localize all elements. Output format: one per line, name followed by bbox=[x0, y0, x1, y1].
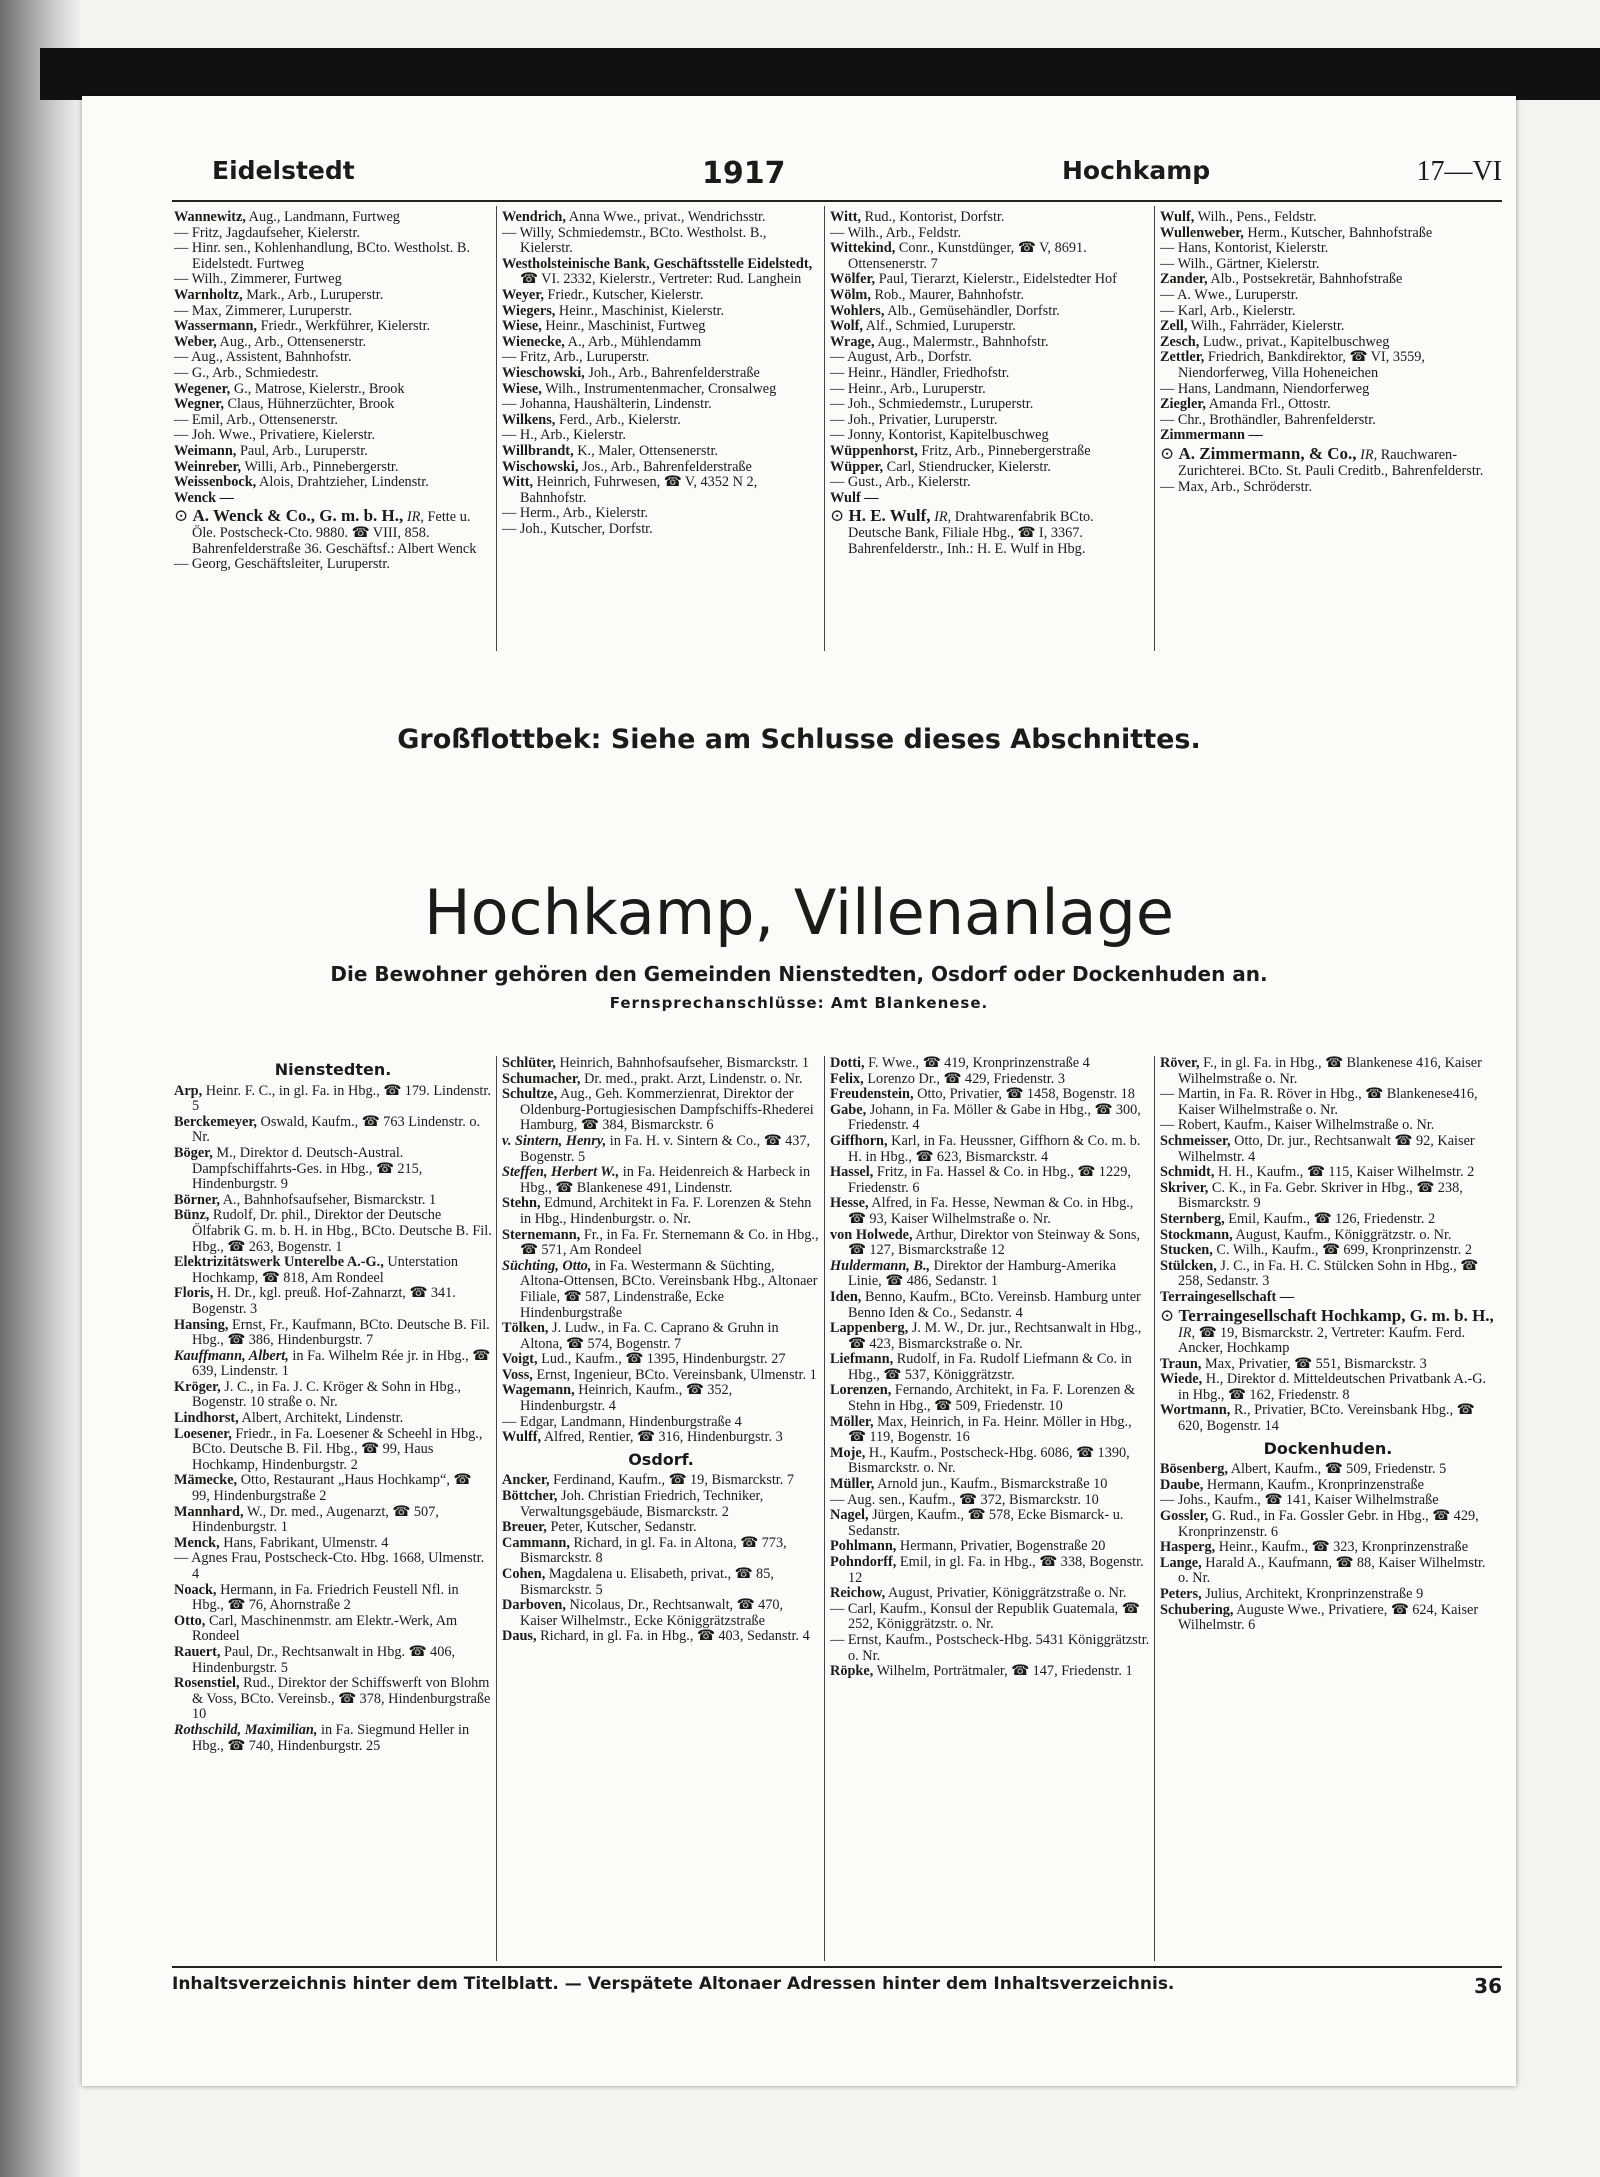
directory-page bbox=[82, 96, 1516, 2086]
directory-entry: Reichow, August, Privatier, Königgrätzstraße o. Nr. bbox=[830, 1585, 1127, 1602]
directory-entry: Wiegers, Heinr., Maschinist, Kielerstr. bbox=[502, 302, 725, 319]
directory-entry: Schumacher, Dr. med., prakt. Arzt, Lindenstr. o. Nr. bbox=[502, 1070, 803, 1087]
directory-entry: Daus, Richard, in gl. Fa. in Hbg., ☎ 403, Sedanstr. 4 bbox=[502, 1628, 810, 1645]
directory-entry: — Joh. Wwe., Privatiere, Kielerstr. bbox=[174, 427, 376, 444]
directory-entry: Lorenzen, Fernando, Architekt, in Fa. F. Lorenzen & Stehn in Hbg., ☎ 509, Friedenstr. 10 bbox=[830, 1382, 1136, 1415]
scan-top-band bbox=[40, 48, 1600, 100]
directory-entry: Breuer, Peter, Kutscher, Sedanstr. bbox=[502, 1519, 697, 1536]
directory-entry: Böger, M., Direktor d. Deutsch-Austral. Dampfschiffahrts-Ges. in Hbg., ☎ 215, Hindenburgstr. 9 bbox=[174, 1144, 423, 1193]
directory-entry: Lappenberg, J. M. W., Dr. jur., Rechtsanwalt in Hbg., ☎ 423, Bismarckstraße o. Nr. bbox=[830, 1320, 1142, 1352]
directory-entry: — Willy, Schmiedemstr., BCto. Westholst. B., Kielerstr. bbox=[502, 224, 767, 257]
directory-entry: Wieschowski, Joh., Arb., Bahrenfelderstraße bbox=[502, 364, 760, 381]
directory-entry: Steffen, Herbert W., in Fa. Heidenreich & Harbeck in Hbg., ☎ Blankenese 491, Lindenstr. bbox=[502, 1164, 811, 1196]
directory-entry: Weimann, Paul, Arb., Luruperstr. bbox=[174, 442, 368, 459]
directory-entry: Weyer, Friedr., Kutscher, Kielerstr. bbox=[502, 286, 704, 303]
directory-entry: — Martin, in Fa. R. Röver in Hbg., ☎ Blankenese416, Kaiser Wilhelmstraße o. Nr. bbox=[1160, 1086, 1478, 1118]
directory-entry: v. Sintern, Henry, in Fa. H. v. Sintern & Co., ☎ 437, Bogenstr. 5 bbox=[502, 1132, 811, 1165]
directory-entry: Wulf, Wilh., Pens., Feldstr. bbox=[1160, 209, 1317, 225]
directory-entry: Menck, Hans, Fabrikant, Ulmenstr. 4 bbox=[174, 1534, 389, 1551]
directory-entry: — Johs., Kaufm., ☎ 141, Kaiser Wilhelmstraße bbox=[1160, 1492, 1439, 1509]
directory-entry: — August, Arb., Dorfstr. bbox=[830, 349, 972, 366]
header-year: 1917 bbox=[702, 156, 786, 191]
directory-entry: Pohlmann, Hermann, Privatier, Bogenstraße 20 bbox=[830, 1538, 1106, 1555]
upper-column-3 bbox=[830, 210, 1150, 557]
directory-entry: Wegener, G., Matrose, Kielerstr., Brook bbox=[174, 380, 405, 397]
directory-entry: Berckemeyer, Oswald, Kaufm., ☎ 763 Lindenstr. o. Nr. bbox=[174, 1113, 481, 1146]
directory-entry: Lange, Harald A., Kaufmann, ☎ 88, Kaiser Wilhelmstr. o. Nr. bbox=[1160, 1554, 1486, 1587]
header-keyword: Hochkamp bbox=[1062, 156, 1211, 185]
directory-entry: Schmidt, H. H., Kaufm., ☎ 115, Kaiser Wilhelmstr. 2 bbox=[1160, 1164, 1475, 1181]
directory-entry: — Johanna, Haushälterin, Lindenstr. bbox=[502, 396, 712, 413]
grossflottbek-notice: Großflottbek: Siehe am Schlusse dieses Abschnittes. bbox=[397, 724, 1201, 755]
directory-entry: — H., Arb., Kielerstr. bbox=[502, 427, 626, 444]
directory-entry: Tölken, J. Ludw., in Fa. C. Caprano & Gruhn in Altona, ☎ 574, Bogenstr. 7 bbox=[502, 1320, 779, 1352]
directory-entry: Cohen, Magdalena u. Elisabeth, privat., ☎ 85, Bismarckstr. 5 bbox=[502, 1566, 774, 1598]
directory-entry: Wiede, H., Direktor d. Mitteldeutschen Privatbank A.-G. in Hbg., ☎ 162, Friedenstr. 8 bbox=[1160, 1371, 1487, 1403]
directory-entry: Cammann, Richard, in gl. Fa. in Altona, ☎ 773, Bismarckstr. 8 bbox=[502, 1534, 787, 1567]
directory-entry: Möller, Max, Heinrich, in Fa. Heinr. Möller in Hbg., ☎ 119, Bogenstr. 16 bbox=[830, 1413, 1132, 1446]
directory-entry: — Georg, Geschäftsleiter, Luruperstr. bbox=[174, 556, 390, 573]
directory-entry: Süchting, Otto, in Fa. Westermann & Süchting, Altona-Ottensen, BCto. Vereinsbank Hbg., Altonaer Filiale, ☎ 587, Lindenstraße, Ecke Hindenburgstraße bbox=[502, 1257, 818, 1321]
directory-entry: Sternemann, Fr., in Fa. Fr. Sternemann & Co. in Hbg., ☎ 571, Am Rondeel bbox=[502, 1226, 819, 1259]
lower-column-3 bbox=[830, 1056, 1150, 1680]
directory-entry: Mämecke, Otto, Restaurant „Haus Hochkamp“, ☎ 99, Hindenburgstraße 2 bbox=[174, 1472, 472, 1505]
directory-entry: — Joh., Kutscher, Dorfstr. bbox=[502, 520, 653, 537]
directory-entry: Sternberg, Emil, Kaufm., ☎ 126, Friedenstr. 2 bbox=[1160, 1210, 1436, 1227]
directory-entry: — Wilh., Arb., Feldstr. bbox=[830, 224, 962, 241]
directory-entry: Ancker, Ferdinand, Kaufm., ☎ 19, Bismarckstr. 7 bbox=[502, 1472, 795, 1489]
lower-column-2 bbox=[502, 1056, 820, 1645]
directory-entry: Wegner, Claus, Hühnerzüchter, Brook bbox=[174, 396, 395, 413]
directory-entry: — Ernst, Kaufm., Postscheck-Hbg. 5431 Königgrätzstr. o. Nr. bbox=[830, 1631, 1150, 1664]
directory-entry: Weber, Aug., Arb., Ottensenerstr. bbox=[174, 333, 367, 350]
directory-entry: Ziegler, Amanda Frl., Ottostr. bbox=[1160, 396, 1331, 413]
directory-entry: Wüppenhorst, Fritz, Arb., Pinnebergerstraße bbox=[830, 442, 1091, 459]
directory-entry: Zettler, Friedrich, Bankdirektor, ☎ VI, 3559, Niendorferweg, Villa Hoheneichen bbox=[1160, 349, 1426, 381]
directory-entry: — Aug. sen., Kaufm., ☎ 372, Bismarckstr. 10 bbox=[830, 1491, 1099, 1508]
directory-entry: — Heinr., Arb., Luruperstr. bbox=[830, 380, 986, 397]
directory-entry: Wortmann, R., Privatier, BCto. Vereinsbank Hbg., ☎ 620, Bogenstr. 14 bbox=[1160, 1402, 1475, 1435]
directory-entry: Arp, Heinr. F. C., in gl. Fa. in Hbg., ☎ 179. Lindenstr. 5 bbox=[174, 1082, 491, 1115]
directory-entry: — Agnes Frau, Postscheck-Cto. Hbg. 1668, Ulmenstr. 4 bbox=[174, 1550, 485, 1582]
directory-entry: Willbrandt, K., Maler, Ottensenerstr. bbox=[502, 442, 718, 459]
directory-entry: Gabe, Johann, in Fa. Möller & Gabe in Hbg., ☎ 300, Friedenstr. 4 bbox=[830, 1101, 1141, 1134]
directory-entry: Gossler, G. Rud., in Fa. Gossler Gebr. in Hbg., ☎ 429, Kronprinzenstr. 6 bbox=[1160, 1508, 1479, 1540]
directory-entry: Otto, Carl, Maschinenmstr. am Elektr.-Werk, Am Rondeel bbox=[174, 1612, 458, 1645]
directory-entry: Wiese, Wilh., Instrumentenmacher, Cronsalweg bbox=[502, 380, 777, 397]
scan-left-edge bbox=[0, 0, 80, 2177]
directory-entry: Müller, Arnold jun., Kaufm., Bismarckstraße 10 bbox=[830, 1476, 1108, 1493]
directory-entry: Stockmann, August, Kaufm., Königgrätzstr. o. Nr. bbox=[1160, 1226, 1452, 1243]
directory-entry: Bünz, Rudolf, Dr. phil., Direktor der Deutsche Ölfabrik G. m. b. H. in Hbg., BCto. Deutsche B. Fil. Hbg., ☎ 263, Bogenstr. 1 bbox=[174, 1207, 492, 1255]
directory-entry: — A. Wwe., Luruperstr. bbox=[1160, 286, 1299, 303]
directory-entry: Huldermann, B., Direktor der Hamburg-Amerika Linie, ☎ 486, Sedanstr. 1 bbox=[830, 1257, 1117, 1290]
header-rule bbox=[172, 200, 1502, 202]
directory-entry: Weinreber, Willi, Arb., Pinnebergerstr. bbox=[174, 458, 399, 475]
directory-entry: Freudenstein, Otto, Privatier, ☎ 1458, Bogenstr. 18 bbox=[830, 1086, 1135, 1103]
directory-entry: Skriver, C. K., in Fa. Gebr. Skriver in Hbg., ☎ 238, Bismarckstr. 9 bbox=[1160, 1179, 1463, 1212]
column-divider bbox=[496, 206, 497, 651]
directory-entry: — Emil, Arb., Ottensenerstr. bbox=[174, 411, 338, 428]
directory-entry: — Joh., Schmiedemstr., Luruperstr. bbox=[830, 396, 1034, 413]
directory-entry: Wullenweber, Herm., Kutscher, Bahnhofstraße bbox=[1160, 224, 1433, 241]
directory-entry: Witt, Heinrich, Fuhrwesen, ☎ V, 4352 N 2, Bahnhofstr. bbox=[502, 474, 758, 506]
directory-entry: — Fritz, Jagdaufseher, Kielerstr. bbox=[174, 224, 361, 241]
directory-entry: Elektrizitätswerk Unterelbe A.-G., Unterstation Hochkamp, ☎ 818, Am Rondeel bbox=[174, 1254, 459, 1286]
directory-entry: Hesse, Alfred, in Fa. Hesse, Newman & Co. in Hbg., ☎ 93, Kaiser Wilhelmstraße o. Nr. bbox=[830, 1195, 1134, 1227]
directory-entry: Wrage, Aug., Malermstr., Bahnhofstr. bbox=[830, 333, 1049, 350]
directory-entry: Hansing, Ernst, Fr., Kaufmann, BCto. Deutsche B. Fil. Hbg., ☎ 386, Hindenburgstr. 7 bbox=[174, 1316, 490, 1349]
directory-entry: von Holwede, Arthur, Direktor von Steinway & Sons, ☎ 127, Bismarckstraße 12 bbox=[830, 1226, 1140, 1259]
directory-entry: ⊙ H. E. Wulf, IR, Drahtwarenfabrik BCto. Deutsche Bank, Filiale Hbg., ☎ I, 3367. Bahrenfelderstr., Inh.: H. E. Wulf in Hbg. bbox=[830, 506, 1094, 557]
directory-entry: Liefmann, Rudolf, in Fa. Rudolf Liefmann & Co. in Hbg., ☎ 537, Königgrätzstr. bbox=[830, 1351, 1132, 1383]
locality-heading: Osdorf. bbox=[628, 1449, 694, 1469]
directory-entry: ⊙ A. Zimmermann, & Co., IR, Rauchwaren-Zurichterei. BCto. St. Pauli Creditb., Bahrenfelderstr. bbox=[1160, 443, 1484, 479]
directory-entry: Loesener, Friedr., in Fa. Loesener & Scheehl in Hbg., BCto. Deutsche B. Fil. Hbg., ☎ 99, Haus Hochkamp, Hindenburgstr. 2 bbox=[174, 1425, 483, 1473]
directory-entry: Wannewitz, Aug., Landmann, Furtweg bbox=[174, 209, 400, 225]
directory-entry: Wüpper, Carl, Stiendrucker, Kielerstr. bbox=[830, 458, 1051, 475]
directory-entry: Noack, Hermann, in Fa. Friedrich Feustell Nfl. in Hbg., ☎ 76, Ahornstraße 2 bbox=[174, 1581, 459, 1614]
running-header bbox=[172, 156, 1502, 198]
directory-entry: — Wilh., Gärtner, Kielerstr. bbox=[1160, 255, 1320, 272]
directory-entry: — Jonny, Kontorist, Kapitelbuschweg bbox=[830, 427, 1049, 444]
upper-column-2 bbox=[502, 210, 820, 537]
directory-entry: — Karl, Arb., Kielerstr. bbox=[1160, 302, 1296, 319]
upper-column-1 bbox=[174, 210, 492, 573]
footer-page-number: 36 bbox=[1474, 1974, 1502, 1998]
column-divider bbox=[496, 1056, 497, 1961]
directory-entry: Zimmermann — bbox=[1160, 427, 1263, 444]
directory-entry: Wiese, Heinr., Maschinist, Furtweg bbox=[502, 318, 706, 335]
directory-entry: Rothschild, Maximilian, in Fa. Siegmund Heller in Hbg., ☎ 740, Hindenburgstr. 25 bbox=[174, 1721, 470, 1754]
footer-rule bbox=[172, 1966, 1502, 1968]
directory-entry: Wischowski, Jos., Arb., Bahrenfelderstraße bbox=[502, 458, 752, 475]
locality-heading: Nienstedten. bbox=[274, 1060, 392, 1079]
directory-entry: Pohndorff, Emil, in gl. Fa. in Hbg., ☎ 338, Bogenstr. 12 bbox=[830, 1554, 1144, 1586]
header-page: 17—VI bbox=[1416, 156, 1502, 187]
footer-text: Inhaltsverzeichnis hinter dem Titelblatt. — Verspätete Altonaer Adressen hinter dem Inhaltsverzeichnis. bbox=[172, 1974, 1175, 1994]
directory-entry: Witt, Rud., Kontorist, Dorfstr. bbox=[830, 209, 1005, 225]
column-divider bbox=[1154, 206, 1155, 651]
directory-entry: Schlüter, Heinrich, Bahnhofsaufseher, Bismarckstr. 1 bbox=[502, 1055, 810, 1071]
directory-entry: — Herm., Arb., Kielerstr. bbox=[502, 505, 649, 522]
directory-entry: — Hinr. sen., Kohlenhandlung, BCto. Westholst. B. Eidelstedt. Furtweg bbox=[174, 240, 471, 272]
directory-entry: ⊙ A. Wenck & Co., G. m. b. H., IR, Fette u. Öle. Postscheck-Cto. 9880. ☎ VIII, 858. Bahrenfelderstraße 36. Geschäftsf.: Albert Wenck bbox=[174, 506, 477, 557]
locality-heading: Dockenhuden. bbox=[1263, 1438, 1393, 1458]
directory-entry: Wulff, Alfred, Rentier, ☎ 316, Hindenburgstr. 3 bbox=[502, 1429, 783, 1446]
directory-entry: — Carl, Kaufm., Konsul der Republik Guatemala, ☎ 252, Königgrätzstr. o. Nr. bbox=[830, 1600, 1140, 1633]
directory-entry: Bösenberg, Albert, Kaufm., ☎ 509, Friedenstr. 5 bbox=[1160, 1461, 1447, 1478]
directory-entry: Peters, Julius, Architekt, Kronprinzenstraße 9 bbox=[1160, 1586, 1424, 1602]
directory-entry: Terraingesellschaft — bbox=[1160, 1288, 1295, 1305]
directory-entry: — Chr., Brothändler, Bahrenfelderstr. bbox=[1160, 411, 1376, 428]
directory-entry: Schubering, Auguste Wwe., Privatiere, ☎ 624, Kaiser Wilhelmstr. 6 bbox=[1160, 1601, 1479, 1634]
directory-entry: Wendrich, Anna Wwe., privat., Wendrichsstr. bbox=[502, 209, 766, 225]
directory-entry: Iden, Benno, Kaufm., BCto. Vereinsb. Hamburg unter Benno Iden & Co., Sedanstr. 4 bbox=[830, 1288, 1141, 1321]
directory-entry: Stucken, C. Wilh., Kaufm., ☎ 699, Kronprinzenstr. 2 bbox=[1160, 1242, 1473, 1259]
directory-entry: Mannhard, W., Dr. med., Augenarzt, ☎ 507, Hindenburgstr. 1 bbox=[174, 1503, 439, 1536]
column-divider bbox=[824, 206, 825, 651]
directory-entry: Wölm, Rob., Maurer, Bahnhofstr. bbox=[830, 286, 1025, 303]
directory-entry: ⊙ Terraingesellschaft Hochkamp, G. m. b. H., IR, ☎ 19, Bismarckstr. 2, Vertreter: Kaufm. Ferd. Ancker, Hochkamp bbox=[1160, 1305, 1494, 1357]
directory-entry: Weissenbock, Alois, Drahtzieher, Lindenstr. bbox=[174, 474, 429, 491]
directory-entry: Wittekind, Conr., Kunstdünger, ☎ V, 8691. Ottensenerstr. 7 bbox=[830, 240, 1087, 272]
directory-entry: Voigt, Lud., Kaufm., ☎ 1395, Hindenburgstr. 27 bbox=[502, 1351, 786, 1368]
directory-entry: Wenck — bbox=[174, 489, 234, 506]
directory-entry: — Max, Zimmerer, Luruperstr. bbox=[174, 302, 353, 319]
telephone-note: Fernsprechanschlüsse: Amt Blankenese. bbox=[609, 994, 989, 1012]
column-divider bbox=[824, 1056, 825, 1961]
directory-entry: Nagel, Jürgen, Kaufm., ☎ 578, Ecke Bismarck- u. Sedanstr. bbox=[830, 1507, 1124, 1539]
directory-entry: Wohlers, Alb., Gemüsehändler, Dorfstr. bbox=[830, 302, 1060, 319]
directory-entry: Wolf, Alf., Schmied, Luruperstr. bbox=[830, 318, 1016, 335]
directory-entry: — Joh., Privatier, Luruperstr. bbox=[830, 411, 998, 428]
directory-entry: Daube, Hermann, Kaufm., Kronprinzenstraße bbox=[1160, 1476, 1425, 1493]
upper-column-4 bbox=[1160, 210, 1496, 495]
directory-entry: — Gust., Arb., Kielerstr. bbox=[830, 474, 971, 491]
directory-entry: Kröger, J. C., in Fa. J. C. Kröger & Sohn in Hbg., Bogenstr. 10 straße o. Nr. bbox=[174, 1378, 461, 1411]
section-title: Hochkamp, Villenanlage bbox=[423, 876, 1175, 949]
directory-entry: Zander, Alb., Postsekretär, Bahnhofstraße bbox=[1160, 271, 1403, 288]
directory-entry: Voss, Ernst, Ingenieur, BCto. Vereinsbank, Ulmenstr. 1 bbox=[502, 1366, 817, 1383]
directory-entry: Darboven, Nicolaus, Dr., Rechtsanwalt, ☎ 470, Kaiser Wilhelmstr., Ecke Königgrätzstraße bbox=[502, 1597, 784, 1629]
directory-entry: Wassermann, Friedr., Werkführer, Kielerstr. bbox=[174, 318, 431, 335]
directory-entry: Wienecke, A., Arb., Mühlendamm bbox=[502, 333, 702, 350]
directory-entry: Westholsteinische Bank, Geschäftsstelle Eidelstedt, ☎ VI. 2332, Kielerstr., Vertreter: Rud. Langhein bbox=[502, 255, 813, 288]
section-subtitle: Die Bewohner gehören den Gemeinden Nienstedten, Osdorf oder Dockenhuden an. bbox=[330, 962, 1268, 986]
directory-entry: Floris, H. Dr., kgl. preuß. Hof-Zahnarzt, ☎ 341. Bogenstr. 3 bbox=[174, 1285, 456, 1317]
lower-column-1 bbox=[174, 1056, 492, 1754]
directory-entry: Börner, A., Bahnhofsaufseher, Bismarckstr. 1 bbox=[174, 1191, 437, 1208]
directory-entry: Lindhorst, Albert, Architekt, Lindenstr. bbox=[174, 1410, 404, 1427]
directory-entry: Wilkens, Ferd., Arb., Kielerstr. bbox=[502, 411, 681, 428]
directory-entry: Schmeisser, Otto, Dr. jur., Rechtsanwalt ☎ 92, Kaiser Wilhelmstr. 4 bbox=[1160, 1132, 1475, 1165]
directory-entry: Moje, H., Kaufm., Postscheck-Hbg. 6086, ☎ 1390, Bismarckstr. o. Nr. bbox=[830, 1444, 1130, 1477]
lower-column-4 bbox=[1160, 1056, 1496, 1634]
directory-entry: Böttcher, Joh. Christian Friedrich, Techniker, Verwaltungsgebäude, Bismarckstr. 2 bbox=[502, 1488, 764, 1520]
directory-entry: Stehn, Edmund, Architekt in Fa. F. Lorenzen & Stehn in Hbg., Hindenburgstr. o. Nr. bbox=[502, 1195, 812, 1227]
directory-entry: Hasperg, Heinr., Kaufm., ☎ 323, Kronprinzenstraße bbox=[1160, 1539, 1469, 1556]
directory-entry: Stülcken, J. C., in Fa. H. C. Stülcken Sohn in Hbg., ☎ 258, Sedanstr. 3 bbox=[1160, 1257, 1479, 1290]
directory-entry: Wulf — bbox=[830, 489, 879, 506]
directory-entry: Rauert, Paul, Dr., Rechtsanwalt in Hbg. ☎ 406, Hindenburgstr. 5 bbox=[174, 1643, 456, 1676]
directory-entry: Dotti, F. Wwe., ☎ 419, Kronprinzenstraße 4 bbox=[830, 1055, 1090, 1071]
directory-entry: Hassel, Fritz, in Fa. Hassel & Co. in Hbg., ☎ 1229, Friedenstr. 6 bbox=[830, 1164, 1131, 1196]
directory-entry: Schultze, Aug., Geh. Kommerzienrat, Direktor der Oldenburg-Portugiesischen Dampfschiffs-Rhederei Hamburg, ☎ 384, Bismarckstr. 6 bbox=[502, 1086, 814, 1134]
directory-entry: Wagemann, Heinrich, Kaufm., ☎ 352, Hindenburgstr. 4 bbox=[502, 1382, 733, 1415]
directory-entry: — Fritz, Arb., Luruperstr. bbox=[502, 349, 650, 366]
directory-entry: Giffhorn, Karl, in Fa. Heussner, Giffhorn & Co. m. b. H. in Hbg., ☎ 623, Bismarckstr. 4 bbox=[830, 1132, 1141, 1165]
directory-entry: Warnholtz, Mark., Arb., Luruperstr. bbox=[174, 286, 384, 303]
directory-entry: — Wilh., Zimmerer, Furtweg bbox=[174, 271, 342, 288]
directory-entry: Kauffmann, Albert, in Fa. Wilhelm Rée jr. in Hbg., ☎ 639, Lindenstr. 1 bbox=[174, 1347, 491, 1380]
directory-entry: Röpke, Wilhelm, Porträtmaler, ☎ 147, Friedenstr. 1 bbox=[830, 1663, 1133, 1680]
directory-entry: Zesch, Ludw., privat., Kapitelbuschweg bbox=[1160, 333, 1390, 350]
directory-entry: — Max, Arb., Schröderstr. bbox=[1160, 478, 1313, 495]
column-divider bbox=[1154, 1056, 1155, 1961]
directory-entry: Wölfer, Paul, Tierarzt, Kielerstr., Eidelstedter Hof bbox=[830, 271, 1117, 288]
directory-entry: Rosenstiel, Rud., Direktor der Schiffswerft von Blohm & Voss, BCto. Vereinsb., ☎ 378, Hindenburgstraße 10 bbox=[174, 1675, 491, 1723]
directory-entry: Zell, Wilh., Fahrräder, Kielerstr. bbox=[1160, 318, 1345, 335]
directory-entry: — Heinr., Händler, Friedhofstr. bbox=[830, 364, 1010, 381]
header-left: Eidelstedt bbox=[212, 156, 355, 185]
directory-entry: — Hans, Landmann, Niendorferweg bbox=[1160, 380, 1370, 397]
directory-entry: — G., Arb., Schmiedestr. bbox=[174, 364, 319, 381]
directory-entry: — Aug., Assistent, Bahnhofstr. bbox=[174, 349, 352, 366]
directory-entry: — Hans, Kontorist, Kielerstr. bbox=[1160, 240, 1329, 257]
directory-entry: Traun, Max, Privatier, ☎ 551, Bismarckstr. 3 bbox=[1160, 1355, 1427, 1372]
directory-entry: Röver, F., in gl. Fa. in Hbg., ☎ Blankenese 416, Kaiser Wilhelmstraße o. Nr. bbox=[1160, 1055, 1482, 1087]
directory-entry: Felix, Lorenzo Dr., ☎ 429, Friedenstr. 3 bbox=[830, 1070, 1066, 1087]
directory-entry: — Robert, Kaufm., Kaiser Wilhelmstraße o. Nr. bbox=[1160, 1117, 1435, 1134]
directory-entry: — Edgar, Landmann, Hindenburgstraße 4 bbox=[502, 1413, 742, 1430]
